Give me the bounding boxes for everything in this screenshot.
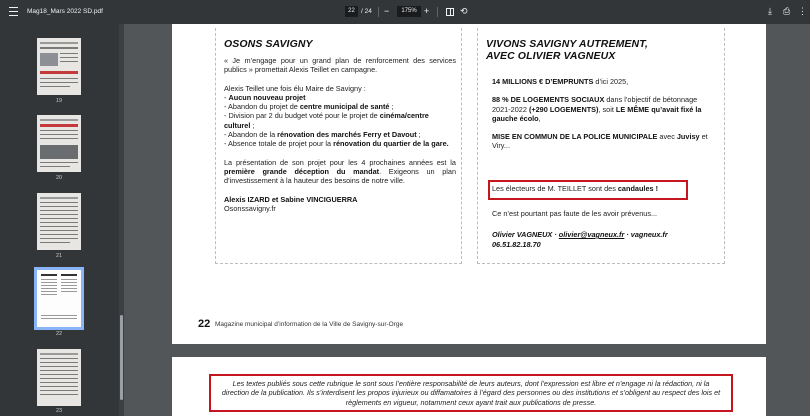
- left-bullet: - Abandon du projet de centre municipal de santé ;: [224, 102, 394, 112]
- page-number-input[interactable]: 22: [345, 6, 358, 17]
- left-bullet: - Division par 2 du budget voté pour le projet de cinéma/centre culturel ;: [224, 111, 429, 130]
- right-title-line-1: VIVONS SAVIGNY AUTREMENT,: [486, 38, 648, 50]
- page-thumbnail-20[interactable]: [37, 115, 81, 172]
- toolbar-divider: [437, 7, 438, 17]
- left-column-content: [224, 38, 456, 213]
- rotate-icon[interactable]: ⟲: [460, 6, 468, 16]
- page-number: 22: [198, 318, 211, 330]
- left-paragraph-1: « Je m’engage pour un grand plan de renforcement des services publics » promettait Alexis Teillet en campagne.: [224, 56, 456, 75]
- left-column-title: OSONS SAVIGNY: [224, 38, 313, 50]
- toolbar-divider: [378, 7, 379, 17]
- right-column-title: [486, 38, 718, 62]
- menu-icon[interactable]: [9, 7, 18, 17]
- right-paragraph-5: Ce n’est pourtant pas faute de les avoir prévenus...: [492, 209, 658, 218]
- left-bullet: - Aucun nouveau projet: [224, 92, 306, 102]
- right-boxed-text: Les électeurs de M. TEILLET sont des candaules !: [492, 184, 659, 193]
- pdf-page-22: [172, 24, 766, 344]
- right-column-content: [492, 77, 708, 151]
- zoom-in-button[interactable]: +: [424, 6, 430, 16]
- more-actions-icon[interactable]: ⋮: [798, 6, 807, 16]
- right-contact-phone: 06.51.82.18.70: [492, 240, 541, 249]
- thumbnail-label: 22: [55, 331, 63, 337]
- zoom-level-input[interactable]: 175%: [397, 6, 421, 17]
- left-paragraph-3: La présentation de son projet pour les 4 prochaines années est la première grande déception du mandat. Exigeons un plan d’investissement à la hauteur des besoins de notre ville.: [224, 157, 457, 186]
- left-bullet: - Absence totale de projet pour la rénovation du quartier de la gare.: [224, 139, 449, 149]
- right-title-line-2: AVEC OLIVIER VAGNEUX: [486, 50, 616, 62]
- page-thumbnail-21[interactable]: [37, 193, 81, 250]
- sidebar-scrollbar-thumb[interactable]: [120, 315, 123, 400]
- right-paragraph-3: MISE EN COMMUN DE LA POLICE MUNICIPALE avec Juvisy et Viry...: [492, 132, 708, 151]
- disclaimer-box: Les textes publiés sous cette rubrique le sont sous l’entière responsabilité de leurs auteurs, dont l’expression est libre et n’engage ni la rédaction, ni la direction de la publication. Ils s’interdisent les propos injurieux ou diffamatoires à l’égard des personnes ou des institutions et s’obligent au respect des lois et règlements en vigueur, notamment ceux ayant trait aux publications de presse.: [209, 374, 733, 412]
- left-website: Osonssavigny.fr: [224, 203, 276, 213]
- pdf-page-23: [172, 357, 766, 416]
- page-thumbnail-19[interactable]: [37, 38, 81, 95]
- left-bullet: - Abandon de la rénovation des marchés Ferry et Davout ;: [224, 130, 421, 140]
- download-icon[interactable]: ⤓: [768, 6, 772, 16]
- left-paragraph-2-intro: Alexis Teillet une fois élu Maire de Savigny :: [224, 83, 366, 93]
- document-title: Mag18_Mars 2022 SD.pdf: [27, 8, 103, 15]
- page-footer-text: Magazine municipal d’information de la Ville de Savigny-sur-Orge: [215, 321, 404, 328]
- print-icon[interactable]: ⎙: [783, 6, 791, 16]
- thumbnail-label: 19: [55, 98, 63, 104]
- tribune-left-column: [215, 28, 462, 264]
- right-contact: Olivier VAGNEUX · olivier@vagneux.fr · vagneux.fr: [492, 230, 668, 239]
- thumbnail-label: 21: [55, 253, 63, 259]
- right-paragraph-1: 14 MILLIONS € D’EMPRUNTS d’ici 2025,: [492, 77, 629, 86]
- left-signature: Alexis IZARD et Sabine VINCIGUERRA: [224, 194, 358, 204]
- tribune-right-column: [477, 28, 725, 264]
- thumbnail-label: 23: [55, 408, 63, 414]
- pdf-toolbar: [0, 0, 810, 24]
- zoom-out-button[interactable]: −: [384, 6, 390, 16]
- contact-email-link[interactable]: olivier@vagneux.fr: [558, 230, 625, 239]
- thumbnail-label: 20: [55, 175, 63, 181]
- page-thumbnail-23[interactable]: [37, 349, 81, 406]
- fit-page-icon[interactable]: [446, 8, 454, 16]
- page-thumbnail-22-selected[interactable]: [37, 270, 81, 327]
- right-paragraph-2: 88 % DE LOGEMENTS SOCIAUX dans l’objectif de bétonnage 2021-2022 (+290 LOGEMENTS), soit LE MÊME qu’avait fixé la gauche écolo,: [492, 95, 702, 123]
- page-total: / 24: [361, 8, 372, 15]
